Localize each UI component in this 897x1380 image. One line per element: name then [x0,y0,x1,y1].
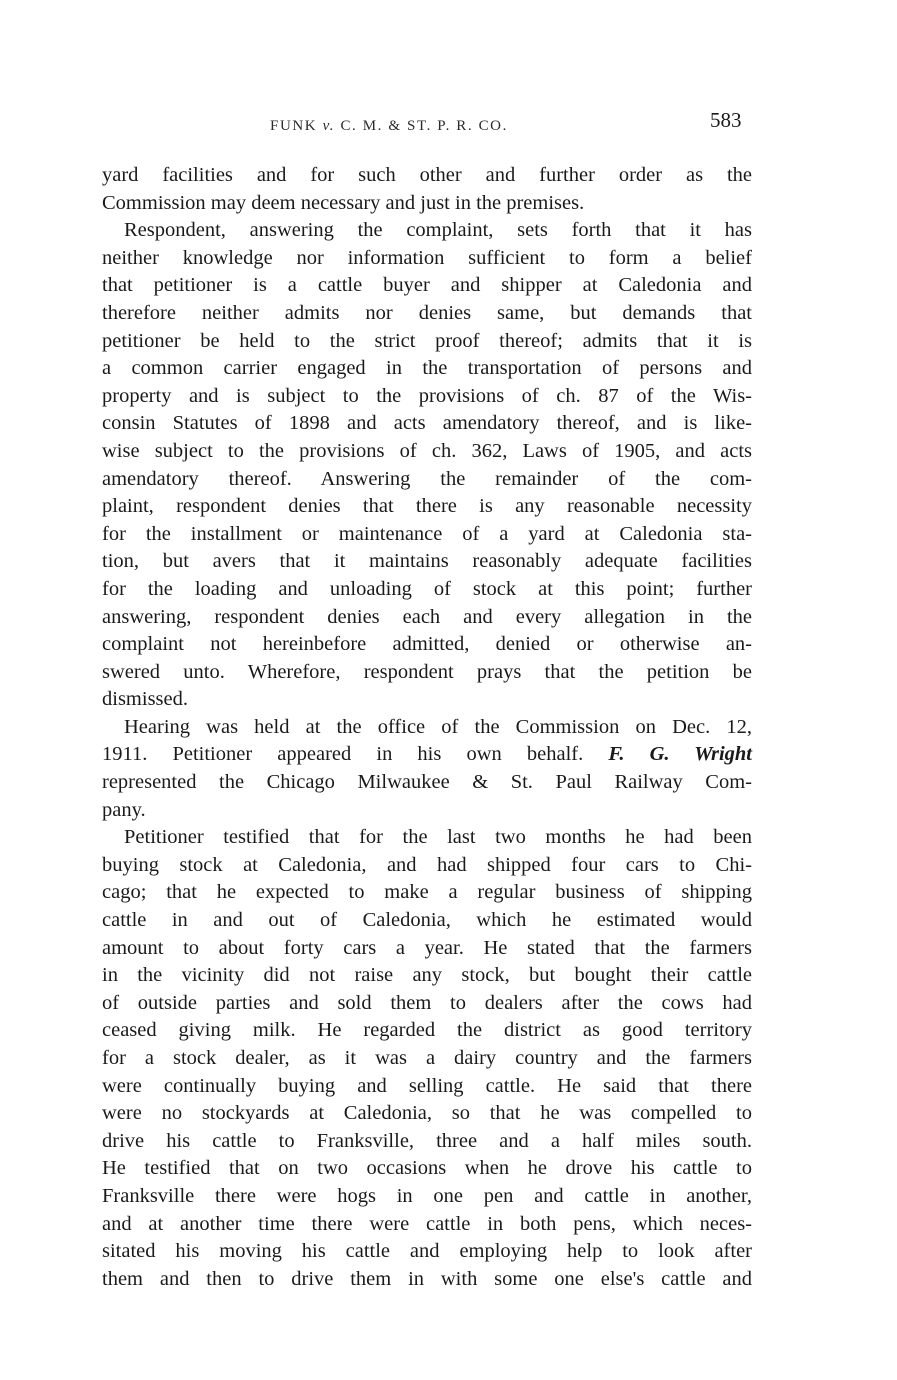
text-line: them and then to drive them in with some one else's cattle and [102,1267,752,1290]
text-line: cago; that he expected to make a regular business of shipping [102,881,752,904]
text-line: in the vicinity did not raise any stock, but bought their cattle [102,964,752,987]
text-line: that petitioner is a cattle buyer and shipper at Caledonia and [102,274,752,297]
text-line: ceased giving milk. He regarded the district as good territory [102,1019,752,1042]
text-line: Franksville there were hogs in one pen and cattle in another, [102,1184,752,1207]
text-line: pany. [102,798,146,821]
text-line: sitated his moving his cattle and employing help to look after [102,1240,752,1263]
running-head-versus: v. [322,118,336,134]
text-line: Petitioner testified that for the last two months he had been [124,826,752,849]
running-head-pre: FUNK [270,118,323,134]
text-line: drive his cattle to Franksville, three and a half miles south. [102,1129,752,1152]
running-head [270,118,508,135]
text-line [102,741,752,769]
text-line: a common carrier engaged in the transportation of persons and [102,357,752,380]
hearing-line-text: 1911. Petitioner appeared in his own behalf. [102,743,609,766]
text-line: cattle in and out of Caledonia, which he estimated would [102,909,752,932]
text-line: represented the Chicago Milwaukee & St. Paul Railway Com- [102,771,752,794]
counsel-name: F. G. Wright [608,743,752,766]
running-head-post: C. M. & ST. P. R. CO. [335,118,508,134]
text-line: for the installment or maintenance of a yard at Caledonia sta- [102,522,752,545]
body-text [102,162,752,1293]
text-line: answering, respondent denies each and every allegation in the [102,605,752,628]
text-line: of outside parties and sold them to dealers after the cows had [102,991,752,1014]
text-line: amount to about forty cars a year. He stated that the farmers [102,936,752,959]
text-line: swered unto. Wherefore, respondent prays that the petition be [102,660,752,683]
text-line: tion, but avers that it maintains reasonably adequate facilities [102,550,752,573]
text-line: and at another time there were cattle in both pens, which neces- [102,1212,752,1235]
text-line: wise subject to the provisions of ch. 362, Laws of 1905, and acts [102,439,752,462]
text-line: Respondent, answering the complaint, sets forth that it has [124,219,752,242]
text-line: neither knowledge nor information sufficient to form a belief [102,246,752,269]
text-line: property and is subject to the provisions of ch. 87 of the Wis- [102,384,752,407]
text-line: buying stock at Caledonia, and had shipped four cars to Chi- [102,853,752,876]
text-line: amendatory thereof. Answering the remainder of the com- [102,467,752,490]
text-line: complaint not hereinbefore admitted, denied or otherwise an- [102,633,752,656]
text-line: Commission may deem necessary and just in the premises. [102,191,585,214]
text-line: He testified that on two occasions when he drove his cattle to [102,1157,752,1180]
text-line: yard facilities and for such other and further order as the [102,164,752,186]
text-line: were no stockyards at Caledonia, so that he was compelled to [102,1102,752,1125]
text-line: Hearing was held at the office of the Commission on Dec. 12, [124,715,752,738]
text-line: dismissed. [102,688,188,711]
text-line: petitioner be held to the strict proof thereof; admits that it is [102,329,752,352]
text-line: therefore neither admits nor denies same, but demands that [102,301,752,324]
text-line: consin Statutes of 1898 and acts amendatory thereof, and is like- [102,412,752,435]
text-line: plaint, respondent denies that there is any reasonable necessity [102,495,752,518]
page-number: 583 [710,108,742,132]
text-line: for a stock dealer, as it was a dairy country and the farmers [102,1047,752,1069]
text-line: for the loading and unloading of stock at this point; further [102,577,752,600]
text-line: were continually buying and selling cattle. He said that there [102,1074,752,1097]
